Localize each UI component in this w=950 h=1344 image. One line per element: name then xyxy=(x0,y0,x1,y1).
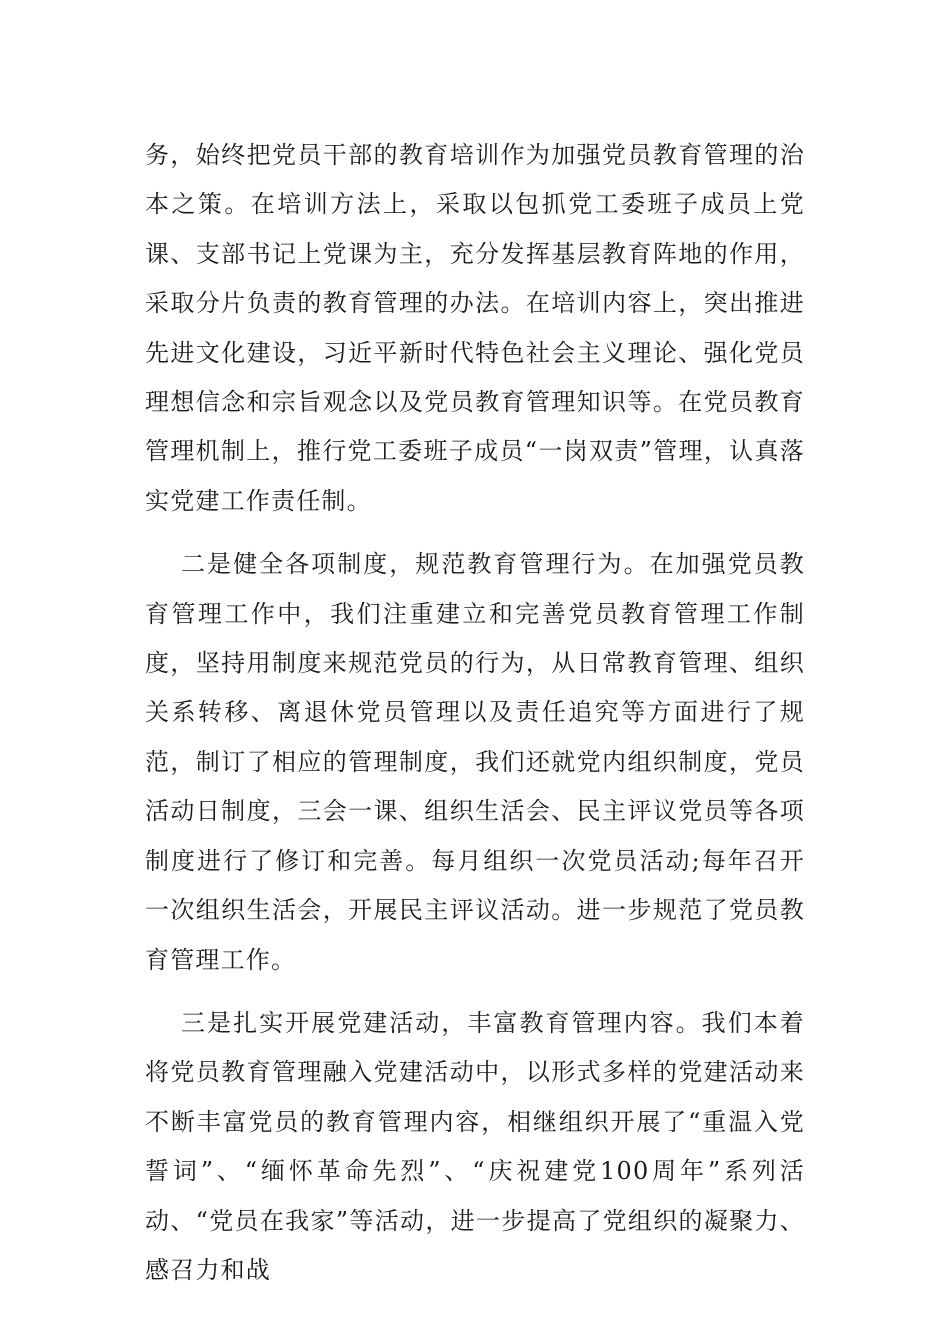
paragraph-three: 三是扎实开展党建活动，丰富教育管理内容。我们本着将党员教育管理融入党建活动中，以形式多样的党建活动来不断丰富党员的教育管理内容，相继组织开展了“重温入党誓词”、“缅怀革命先烈”、“庆祝建党100周年”系列活动、“党员在我家”等活动，进一步提高了党组织的凝聚力、感召力和战 xyxy=(145,1008,805,1284)
paragraph-continuation: 务，始终把党员干部的教育培训作为加强党员教育管理的治本之策。在培训方法上，采取以包抓党工委班子成员上党课、支部书记上党课为主，充分发挥基层教育阵地的作用，采取分片负责的教育管理的办法。在培训内容上，突出推进先进文化建设，习近平新时代特色社会主义理论、强化党员理想信念和宗旨观念以及党员教育管理知识等。在党员教育管理机制上，推行党工委班子成员“一岗双责”管理，认真落实党建工作责任制。 xyxy=(145,141,805,515)
document-body xyxy=(145,131,805,1309)
paragraph-two: 二是健全各项制度，规范教育管理行为。在加强党员教育管理工作中，我们注重建立和完善党员教育管理工作制度，坚持用制度来规范党员的行为，从日常教育管理、组织关系转移、离退休党员管理以及责任追究等方面进行了规范，制订了相应的管理制度，我们还就党内组织制度，党员活动日制度，三会一课、组织生活会、民主评议党员等各项制度进行了修订和完善。每月组织一次党员活动;每年召开一次组织生活会，开展民主评议活动。进一步规范了党员教育管理工作。 xyxy=(145,550,805,974)
